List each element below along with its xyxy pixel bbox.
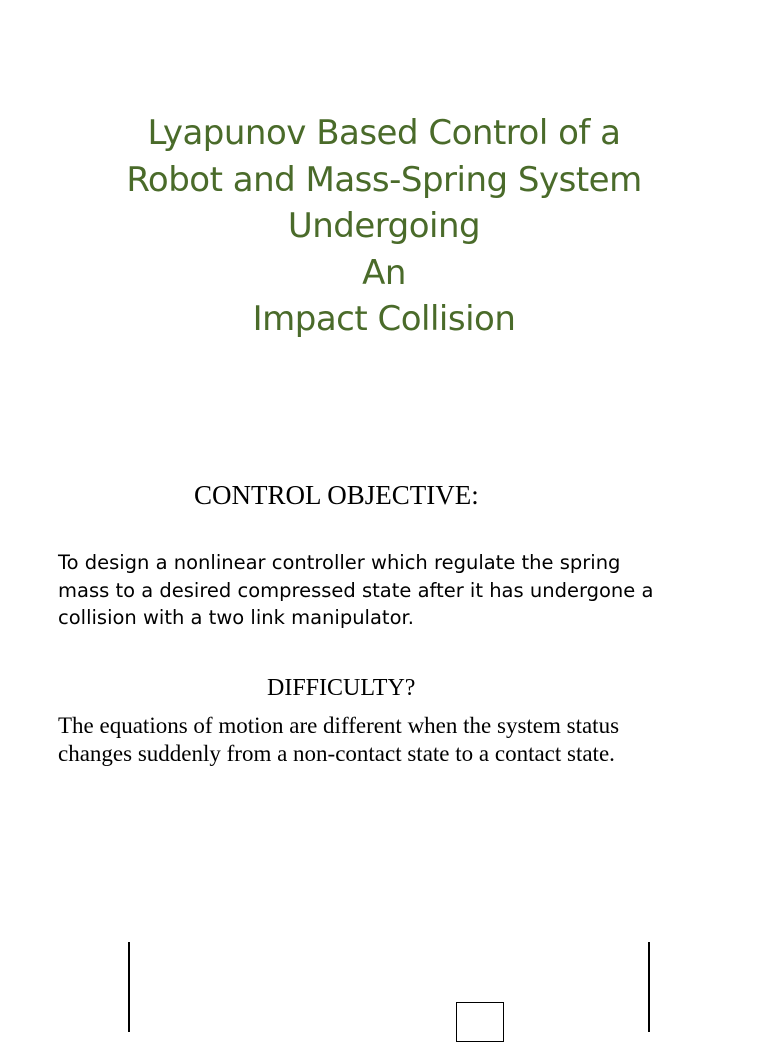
control-objective-heading: CONTROL OBJECTIVE: bbox=[194, 480, 479, 510]
title-line-2: Robot and Mass-Spring System bbox=[126, 159, 642, 200]
title-line-5: Impact Collision bbox=[252, 299, 516, 339]
difficulty-heading: DIFFICULTY? bbox=[267, 675, 416, 701]
slide-title bbox=[0, 110, 768, 343]
title-line-4: An bbox=[362, 252, 406, 293]
objective-line-2: mass to a desired compressed state after it has undergone a bbox=[58, 578, 654, 602]
left-wall-line bbox=[128, 942, 130, 1032]
difficulty-line-1: The equations of motion are different when the system status bbox=[58, 713, 620, 738]
right-wall-line bbox=[648, 942, 650, 1032]
title-line-1: Lyapunov Based Control of a bbox=[147, 113, 621, 153]
spring-mass-block bbox=[456, 1002, 504, 1042]
title-line-3: Undergoing bbox=[287, 206, 481, 246]
objective-line-3: collision with a two link manipulator. bbox=[58, 606, 414, 629]
difficulty-text bbox=[58, 712, 738, 768]
control-objective-text bbox=[58, 549, 718, 632]
objective-line-1: To design a nonlinear controller which regulate the spring bbox=[58, 551, 621, 574]
difficulty-line-2: changes suddenly from a non-contact state to a contact state. bbox=[58, 741, 615, 766]
